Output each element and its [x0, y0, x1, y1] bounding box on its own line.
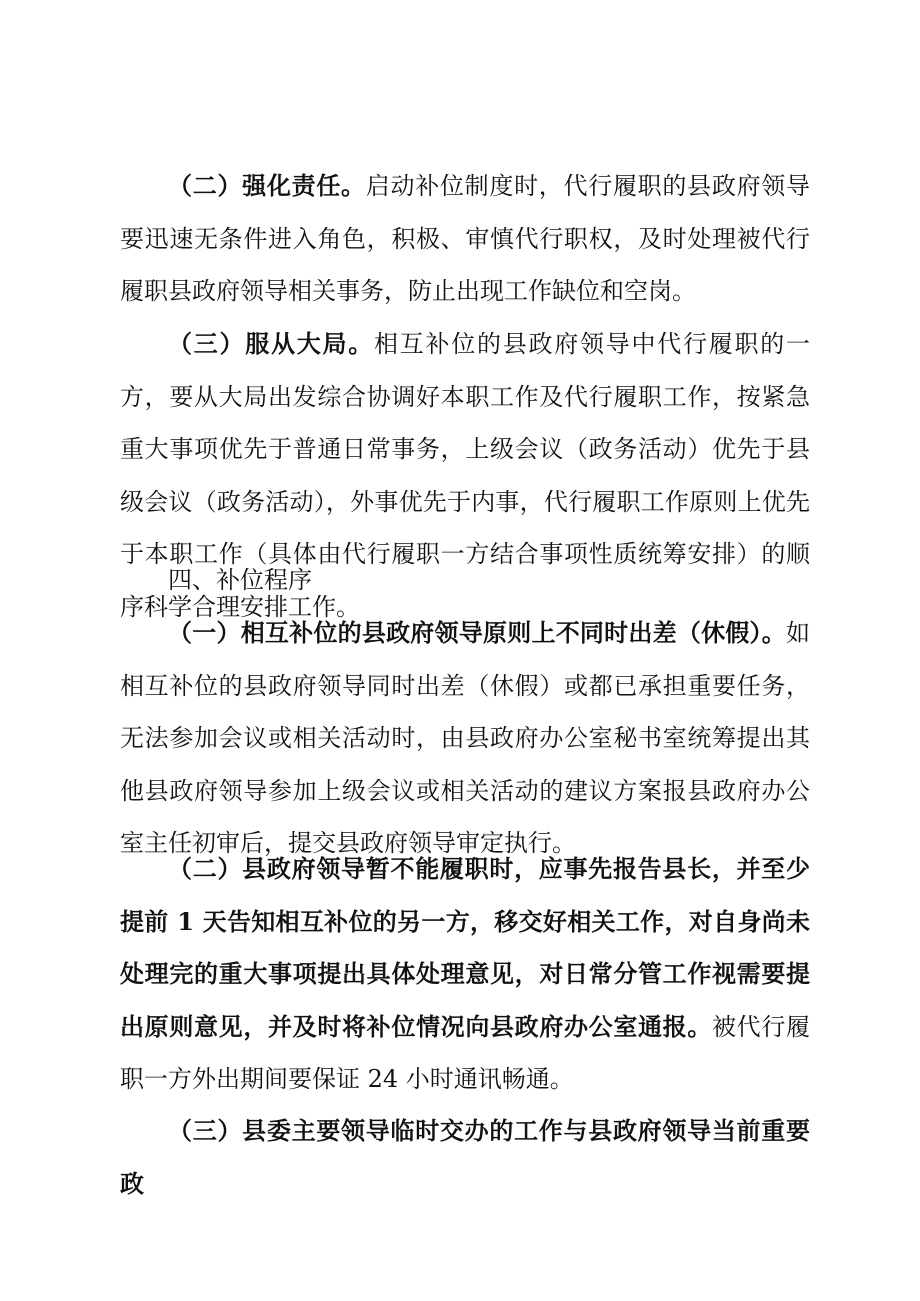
paragraph-lead: （三）服从大局。 — [168, 329, 374, 358]
paragraph-body: 启动补位制度时，代行履职的县政府领导要迅速无条件进入角色，积极、审慎代行职权，及时处理被代行履职县政府领导相关事务，防止出现工作缺位和空岗。 — [120, 172, 811, 305]
paragraph-report-in-advance — [120, 843, 810, 1106]
paragraph-body: 被代行履职一方外出期间要保证 24 小时通讯畅通。 — [120, 1012, 810, 1093]
paragraph-lead: （二）县政府领导暂不能履职时，应事先报告县长，并至少提前 1 天告知相互补位的另一方，移交好相关工作，对自身尚未处理完的重大事项提出具体处理意见，对日常分管工作视需要提出原则意见，并及时将补位情况向县政府办公室通报。 — [120, 854, 810, 1041]
paragraph-body: 相互补位的县政府领导中代行履职的一方，要从大局出发综合协调好本职工作及代行履职工作，按紧急重大事项优先于普通日常事务，上级会议（政务活动）优先于县级会议（政务活动），外事优先于内事，代行履职工作原则上优先于本职工作（具体由代行履职一方结合事项性质统筹安排）的顺序科学合理安排工作。 — [120, 330, 810, 621]
paragraph-lead: （三）县委主要领导临时交办的工作与县政府领导当前重要政 — [120, 1116, 810, 1198]
paragraph-county-committee-tasks — [120, 1105, 810, 1210]
paragraph-lead: （一）相互补位的县政府领导原则上不同时出差（休假）。 — [168, 618, 786, 647]
section-heading-procedure — [120, 554, 810, 607]
paragraph-lead: （二）强化责任。 — [168, 171, 366, 200]
paragraph-strengthen-responsibility — [120, 160, 810, 318]
paragraph-not-simultaneous-leave — [120, 607, 810, 870]
paragraph-body: 如相互补位的县政府领导同时出差（休假）或都已承担重要任务，无法参加会议或相关活动时，由县政府办公室秘书室统筹提出其他县政府领导参加上级会议或相关活动的建议方案报县政府办公室主任初审后，提交县政府领导审定执行。 — [120, 619, 810, 857]
section-heading: 四、补位程序 — [168, 566, 312, 594]
